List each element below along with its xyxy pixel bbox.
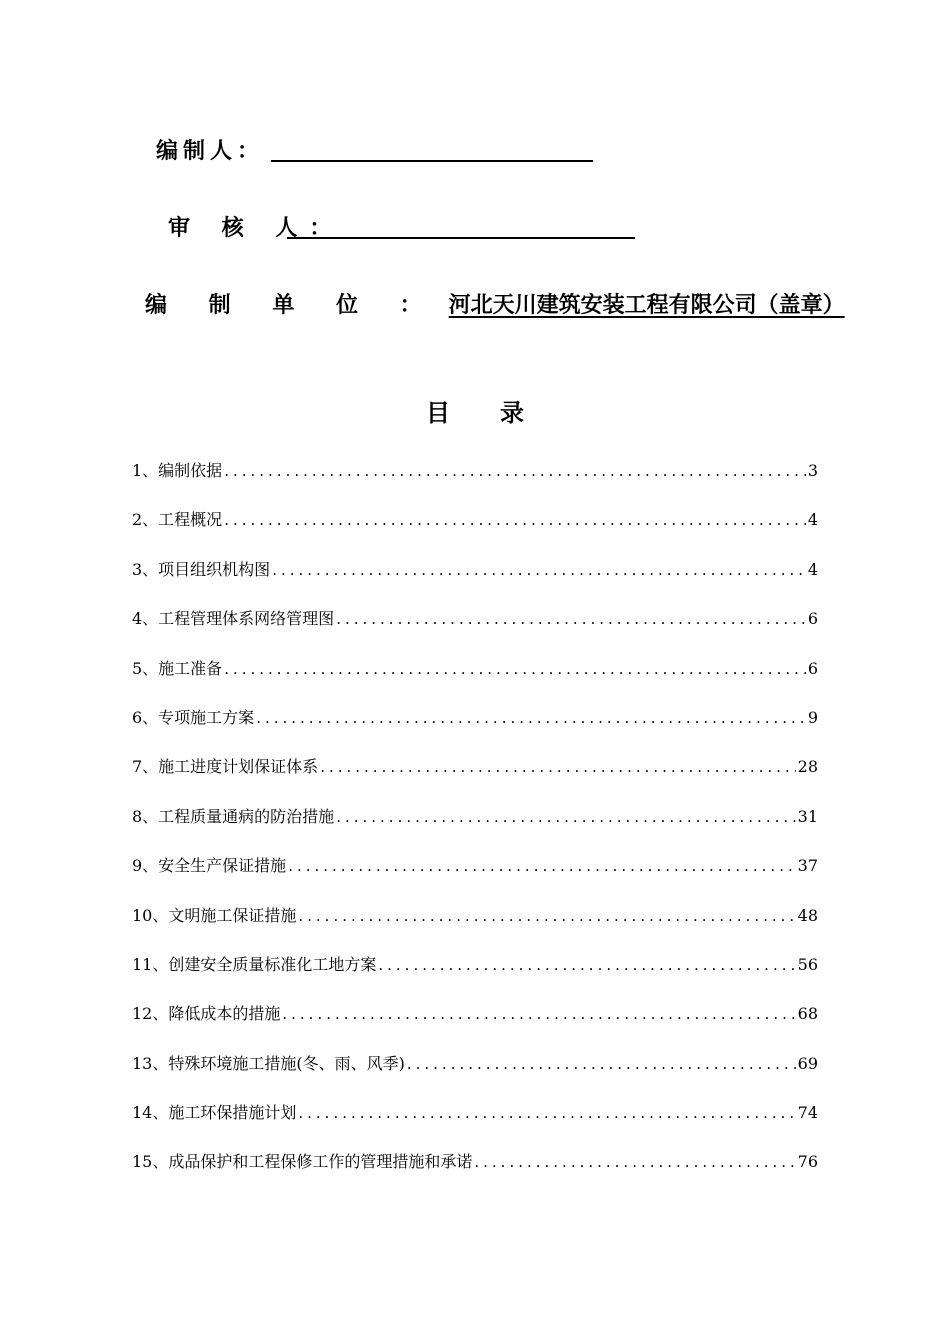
toc-item[interactable] (132, 903, 818, 952)
toc-leader-dots (224, 656, 806, 682)
toc-item-title: 6、专项施工方案 (132, 707, 255, 727)
toc-leader-dots (378, 952, 795, 978)
toc-leader-dots (407, 1051, 796, 1077)
toc-item-page: 37 (797, 856, 818, 876)
compiler-line (156, 141, 264, 163)
toc-item-page: 48 (797, 905, 818, 925)
toc-item-title: 3、项目组织机构图 (132, 559, 271, 579)
toc-item-page: 28 (797, 757, 818, 777)
toc-leader-dots (288, 853, 795, 879)
toc-item[interactable] (132, 458, 818, 507)
toc-item-page: 9 (807, 707, 818, 727)
toc-item-title: 13、特殊环境施工措施(冬、雨、风季) (132, 1053, 405, 1073)
toc-item-title: 8、工程质量通病的防治措施 (132, 806, 335, 826)
toc-item-page: 3 (807, 461, 818, 480)
toc-item-title: 14、施工环保措施计划 (132, 1103, 297, 1123)
table-of-contents (132, 458, 818, 1199)
toc-item[interactable] (132, 754, 818, 803)
toc-item-page: 76 (797, 1152, 818, 1172)
toc-item-title: 11、创建安全质量标准化工地方案 (132, 954, 377, 974)
toc-leader-dots (336, 804, 795, 830)
toc-item-page: 6 (807, 658, 818, 678)
toc-item-title: 5、施工准备 (132, 658, 223, 678)
unit-line (145, 295, 857, 317)
toc-item-title: 1、编制依据 (132, 461, 223, 480)
toc-item[interactable] (132, 804, 818, 853)
toc-item[interactable] (132, 705, 818, 754)
toc-item[interactable] (132, 557, 818, 606)
unit-label: 编 制 单 位 ： (145, 293, 439, 318)
toc-leader-dots (272, 557, 806, 583)
toc-leader-dots (336, 606, 806, 632)
reviewer-signature-blank[interactable] (287, 237, 635, 239)
toc-item[interactable] (132, 853, 818, 902)
toc-item[interactable] (132, 1149, 818, 1198)
compiler-signature-blank[interactable] (271, 160, 593, 162)
toc-item-title: 15、成品保护和工程保修工作的管理措施和承诺 (132, 1152, 473, 1172)
toc-item-page: 6 (807, 609, 818, 629)
toc-item-page: 74 (797, 1103, 818, 1123)
toc-item[interactable] (132, 1001, 818, 1050)
toc-item-title: 2、工程概况 (132, 510, 223, 530)
toc-item-page: 4 (807, 559, 818, 579)
toc-item[interactable] (132, 1051, 818, 1100)
unit-value: 河北天川建筑安装工程有限公司（盖章） (448, 293, 845, 318)
toc-leader-dots (320, 754, 795, 780)
toc-leader-dots (474, 1149, 795, 1175)
toc-item[interactable] (132, 656, 818, 705)
toc-leader-dots (282, 1001, 795, 1027)
toc-leader-dots (298, 903, 795, 929)
toc-item-page: 31 (797, 806, 818, 826)
toc-item-page: 4 (807, 510, 818, 530)
compiler-label: 编制人： (156, 139, 265, 164)
toc-item-title: 10、文明施工保证措施 (132, 905, 297, 925)
toc-item-page: 68 (797, 1004, 818, 1024)
toc-item-title: 7、施工进度计划保证体系 (132, 757, 319, 777)
toc-leader-dots (224, 458, 806, 484)
reviewer-label: 审 核 人： (168, 216, 344, 241)
toc-item-title: 9、安全生产保证措施 (132, 856, 287, 876)
toc-leader-dots (298, 1100, 795, 1126)
toc-item[interactable] (132, 606, 818, 655)
toc-item-title: 4、工程管理体系网络管理图 (132, 609, 335, 629)
toc-item-title: 12、降低成本的措施 (132, 1004, 281, 1024)
toc-item-page: 56 (797, 954, 818, 974)
toc-item-page: 69 (797, 1053, 818, 1073)
toc-item[interactable] (132, 1100, 818, 1149)
toc-item[interactable] (132, 507, 818, 556)
toc-item[interactable] (132, 952, 818, 1001)
toc-title: 目录 (426, 399, 574, 427)
toc-leader-dots (256, 705, 806, 731)
toc-leader-dots (224, 507, 806, 533)
